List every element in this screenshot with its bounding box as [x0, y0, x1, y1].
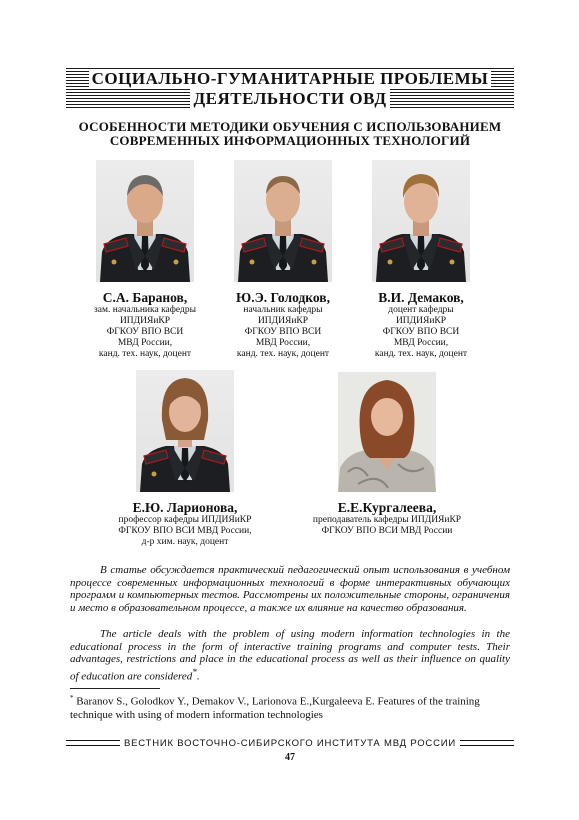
footer-rule-left — [66, 740, 120, 746]
author-position: профессор кафедры ИПДИЯиКР — [118, 515, 252, 525]
author-institution: ФГКОУ ВПО ВСИ МВД России, — [118, 526, 252, 536]
author-name: Е.Ю. Ларионова, — [132, 500, 238, 515]
author-degree: д-р хим. наук, доцент — [141, 537, 229, 547]
journal-name: ВЕСТНИК ВОСТОЧНО-СИБИРСКОГО ИНСТИТУТА МВД РОССИИ — [124, 737, 457, 749]
author-name: В.И. Демаков, — [378, 290, 464, 305]
footnote-mark: * — [70, 694, 74, 702]
footnote-divider — [70, 688, 160, 689]
footnote-marker: * — [192, 666, 197, 677]
author-caption-demakov — [346, 290, 496, 360]
section-heading-line1: СОЦИАЛЬНО-ГУМАНИТАРНЫЕ ПРОБЛЕМЫ — [66, 69, 514, 89]
author-position: доцент кафедры — [388, 305, 454, 315]
page-number: 47 — [285, 752, 295, 763]
author-photo-demakov — [372, 160, 470, 282]
author-institution: ФГКОУ ВПО ВСИ МВД России — [321, 526, 453, 536]
author-degree: канд. тех. наук, доцент — [374, 349, 468, 359]
footnote-text: Baranov S., Golodkov Y., Demakov V., Larionova E.,Kurgaleeva E. Features of the training technique with using of modern information technologies — [70, 695, 480, 721]
article-title-line2: СОВРЕМЕННЫХ ИНФОРМАЦИОННЫХ ТЕХНОЛОГИЙ — [109, 133, 471, 148]
author-caption-baranov — [70, 290, 220, 360]
author-degree: канд. тех. наук, доцент — [98, 349, 192, 359]
author-department: ИПДИЯиКР — [119, 316, 171, 326]
author-name: Ю.Э. Голодков, — [236, 290, 330, 305]
author-photo-golodkov — [234, 160, 332, 282]
article-title-line1: ОСОБЕННОСТИ МЕТОДИКИ ОБУЧЕНИЯ С ИСПОЛЬЗОВАНИЕМ — [78, 119, 502, 134]
author-degree: канд. тех. наук, доцент — [236, 349, 330, 359]
section-heading-line2: ДЕЯТЕЛЬНОСТИ ОВД — [66, 89, 514, 109]
abstract-english: The article deals with the problem of using modern information technologies in the educational process in the form of interactive training programs and computer tests. Their advantages, restrictions and place in the educational process as well as their influence on quality of education are considered*. — [70, 628, 510, 683]
author-photo-kurgaleeva — [338, 372, 436, 492]
author-institution: ФГКОУ ВПО ВСИ — [106, 327, 184, 337]
journal-footer — [66, 737, 514, 749]
author-caption-larionova — [96, 500, 274, 548]
author-position: начальник кафедры — [243, 305, 323, 315]
author-caption-golodkov — [208, 290, 358, 360]
footnote — [70, 692, 510, 722]
author-department: ИПДИЯиКР — [257, 316, 309, 326]
author-name: Е.Е.Кургалеева, — [337, 500, 437, 515]
author-photo-larionova — [136, 370, 234, 492]
author-position: преподаватель кафедры ИПДИЯиКР — [312, 515, 462, 525]
footer-rule-right — [460, 740, 514, 746]
author-ministry: МВД России, — [255, 338, 311, 348]
author-photo-baranov — [96, 160, 194, 282]
article-title — [40, 120, 540, 148]
abstract-english-text: The article deals with the problem of using modern information technologies in the educational process in the form of interactive training programs and computer tests. Their advantages, restrictions and place in the educational process as well as their influence on quality of education are considered — [70, 628, 510, 683]
author-institution: ФГКОУ ВПО ВСИ — [244, 327, 322, 337]
author-ministry: МВД России, — [117, 338, 173, 348]
abstract-russian: В статье обсуждается практический педагогический опыт использования в учебном процессе современных информационных технологий в форме интерактивных обучающих программ и компьютерных тестов. Рассмотрены их положительные стороны, ограничения и место в образовательном процессе, а также их влияние на качество образования. — [70, 564, 510, 614]
author-ministry: МВД России, — [393, 338, 449, 348]
author-caption-kurgaleeva — [292, 500, 482, 537]
author-institution: ФГКОУ ВПО ВСИ — [382, 327, 460, 337]
author-department: ИПДИЯиКР — [395, 316, 447, 326]
author-name: С.А. Баранов, — [102, 290, 188, 305]
author-position: зам. начальника кафедры — [94, 305, 196, 315]
